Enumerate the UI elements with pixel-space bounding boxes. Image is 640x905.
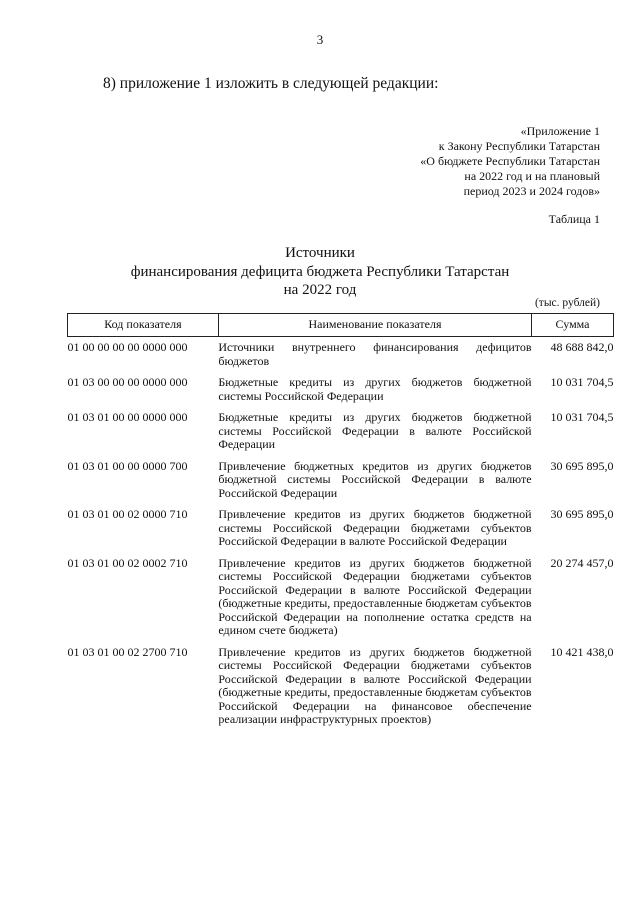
row-sum: 10 031 704,5 (550, 410, 614, 424)
appendix-note-line: «О бюджете Республики Татарстан (420, 154, 600, 168)
row-sum: 48 688 842,0 (550, 340, 614, 354)
column-header-code: Код показателя (68, 314, 219, 337)
table-title-line: на 2022 год (283, 282, 357, 298)
table-title (0, 244, 640, 300)
appendix-note (420, 124, 600, 199)
row-name: Источники внутреннего финансирования дефицитов бюджетов (218, 340, 532, 368)
intro-paragraph: 8) приложение 1 изложить в следующей редакции: (103, 75, 439, 92)
row-code: 01 00 00 00 00 0000 000 (67, 340, 188, 354)
table-title-line: Источники (285, 245, 355, 261)
table-row (68, 376, 614, 411)
row-name: Привлечение кредитов из других бюджетов бюджетной системы Российской Федерации бюджетами субъектов Российской Федерации в валюте Российской Федерации (218, 507, 532, 548)
table-row (68, 337, 614, 377)
row-code: 01 03 01 00 02 2700 710 (67, 644, 188, 659)
row-name: Привлечение кредитов из других бюджетов бюджетной системы Российской Федерации бюджетами субъектов Российской Федерации в валюте Российской Федерации (бюджетные кредиты, предоставленные бюджетам субъектов Российской Федерации на финансовое обеспечение реализации инфраструктурных проектов) (218, 644, 532, 726)
table-row (68, 646, 614, 735)
table-row (68, 557, 614, 646)
financing-sources-table (67, 313, 614, 735)
appendix-note-line: на 2022 год и на плановый (464, 169, 600, 183)
table-row (68, 460, 614, 509)
row-sum: 10 031 704,5 (550, 375, 614, 389)
row-sum: 20 274 457,0 (550, 555, 614, 570)
row-code: 01 03 01 00 02 0000 710 (67, 507, 188, 521)
row-code: 01 03 00 00 00 0000 000 (67, 375, 188, 389)
row-name: Привлечение кредитов из других бюджетов бюджетной системы Российской Федерации бюджетами субъектов Российской Федерации в валюте Российской Федерации (бюджетные кредиты, предоставленные бюджетам субъектов Российской Федерации на пополнение остатка средств на едином счете бюджета) (218, 555, 532, 637)
table-row (68, 508, 614, 557)
table-label: Таблица 1 (548, 212, 600, 226)
row-name: Привлечение бюджетных кредитов из других бюджетов бюджетной системы Российской Федерации в валюте Российской Федерации (218, 458, 532, 500)
row-name: Бюджетные кредиты из других бюджетов бюджетной системы Российской Федерации в валюте Российской Федерации (218, 410, 532, 451)
row-code: 01 03 01 00 00 0000 000 (67, 410, 188, 424)
row-code: 01 03 01 00 00 0000 700 (67, 458, 188, 473)
row-name: Бюджетные кредиты из других бюджетов бюджетной системы Российской Федерации (218, 375, 532, 403)
table-header-row (68, 314, 614, 337)
row-sum: 10 421 438,0 (550, 644, 614, 659)
appendix-note-line: «Приложение 1 (520, 124, 600, 138)
table-title-line: финансирования дефицита бюджета Республики Татарстан (130, 263, 510, 280)
column-header-sum: Сумма (532, 314, 614, 337)
table-row (68, 411, 614, 460)
row-code: 01 03 01 00 02 0002 710 (67, 555, 188, 570)
appendix-note-line: к Закону Республики Татарстан (438, 139, 600, 153)
page-number: 3 (316, 32, 324, 47)
row-sum: 30 695 895,0 (550, 507, 614, 521)
row-sum: 30 695 895,0 (550, 458, 614, 473)
column-header-name: Наименование показателя (218, 314, 531, 337)
units-note: (тыс. рублей) (534, 297, 600, 309)
appendix-note-line: период 2023 и 2024 годов» (463, 184, 600, 198)
